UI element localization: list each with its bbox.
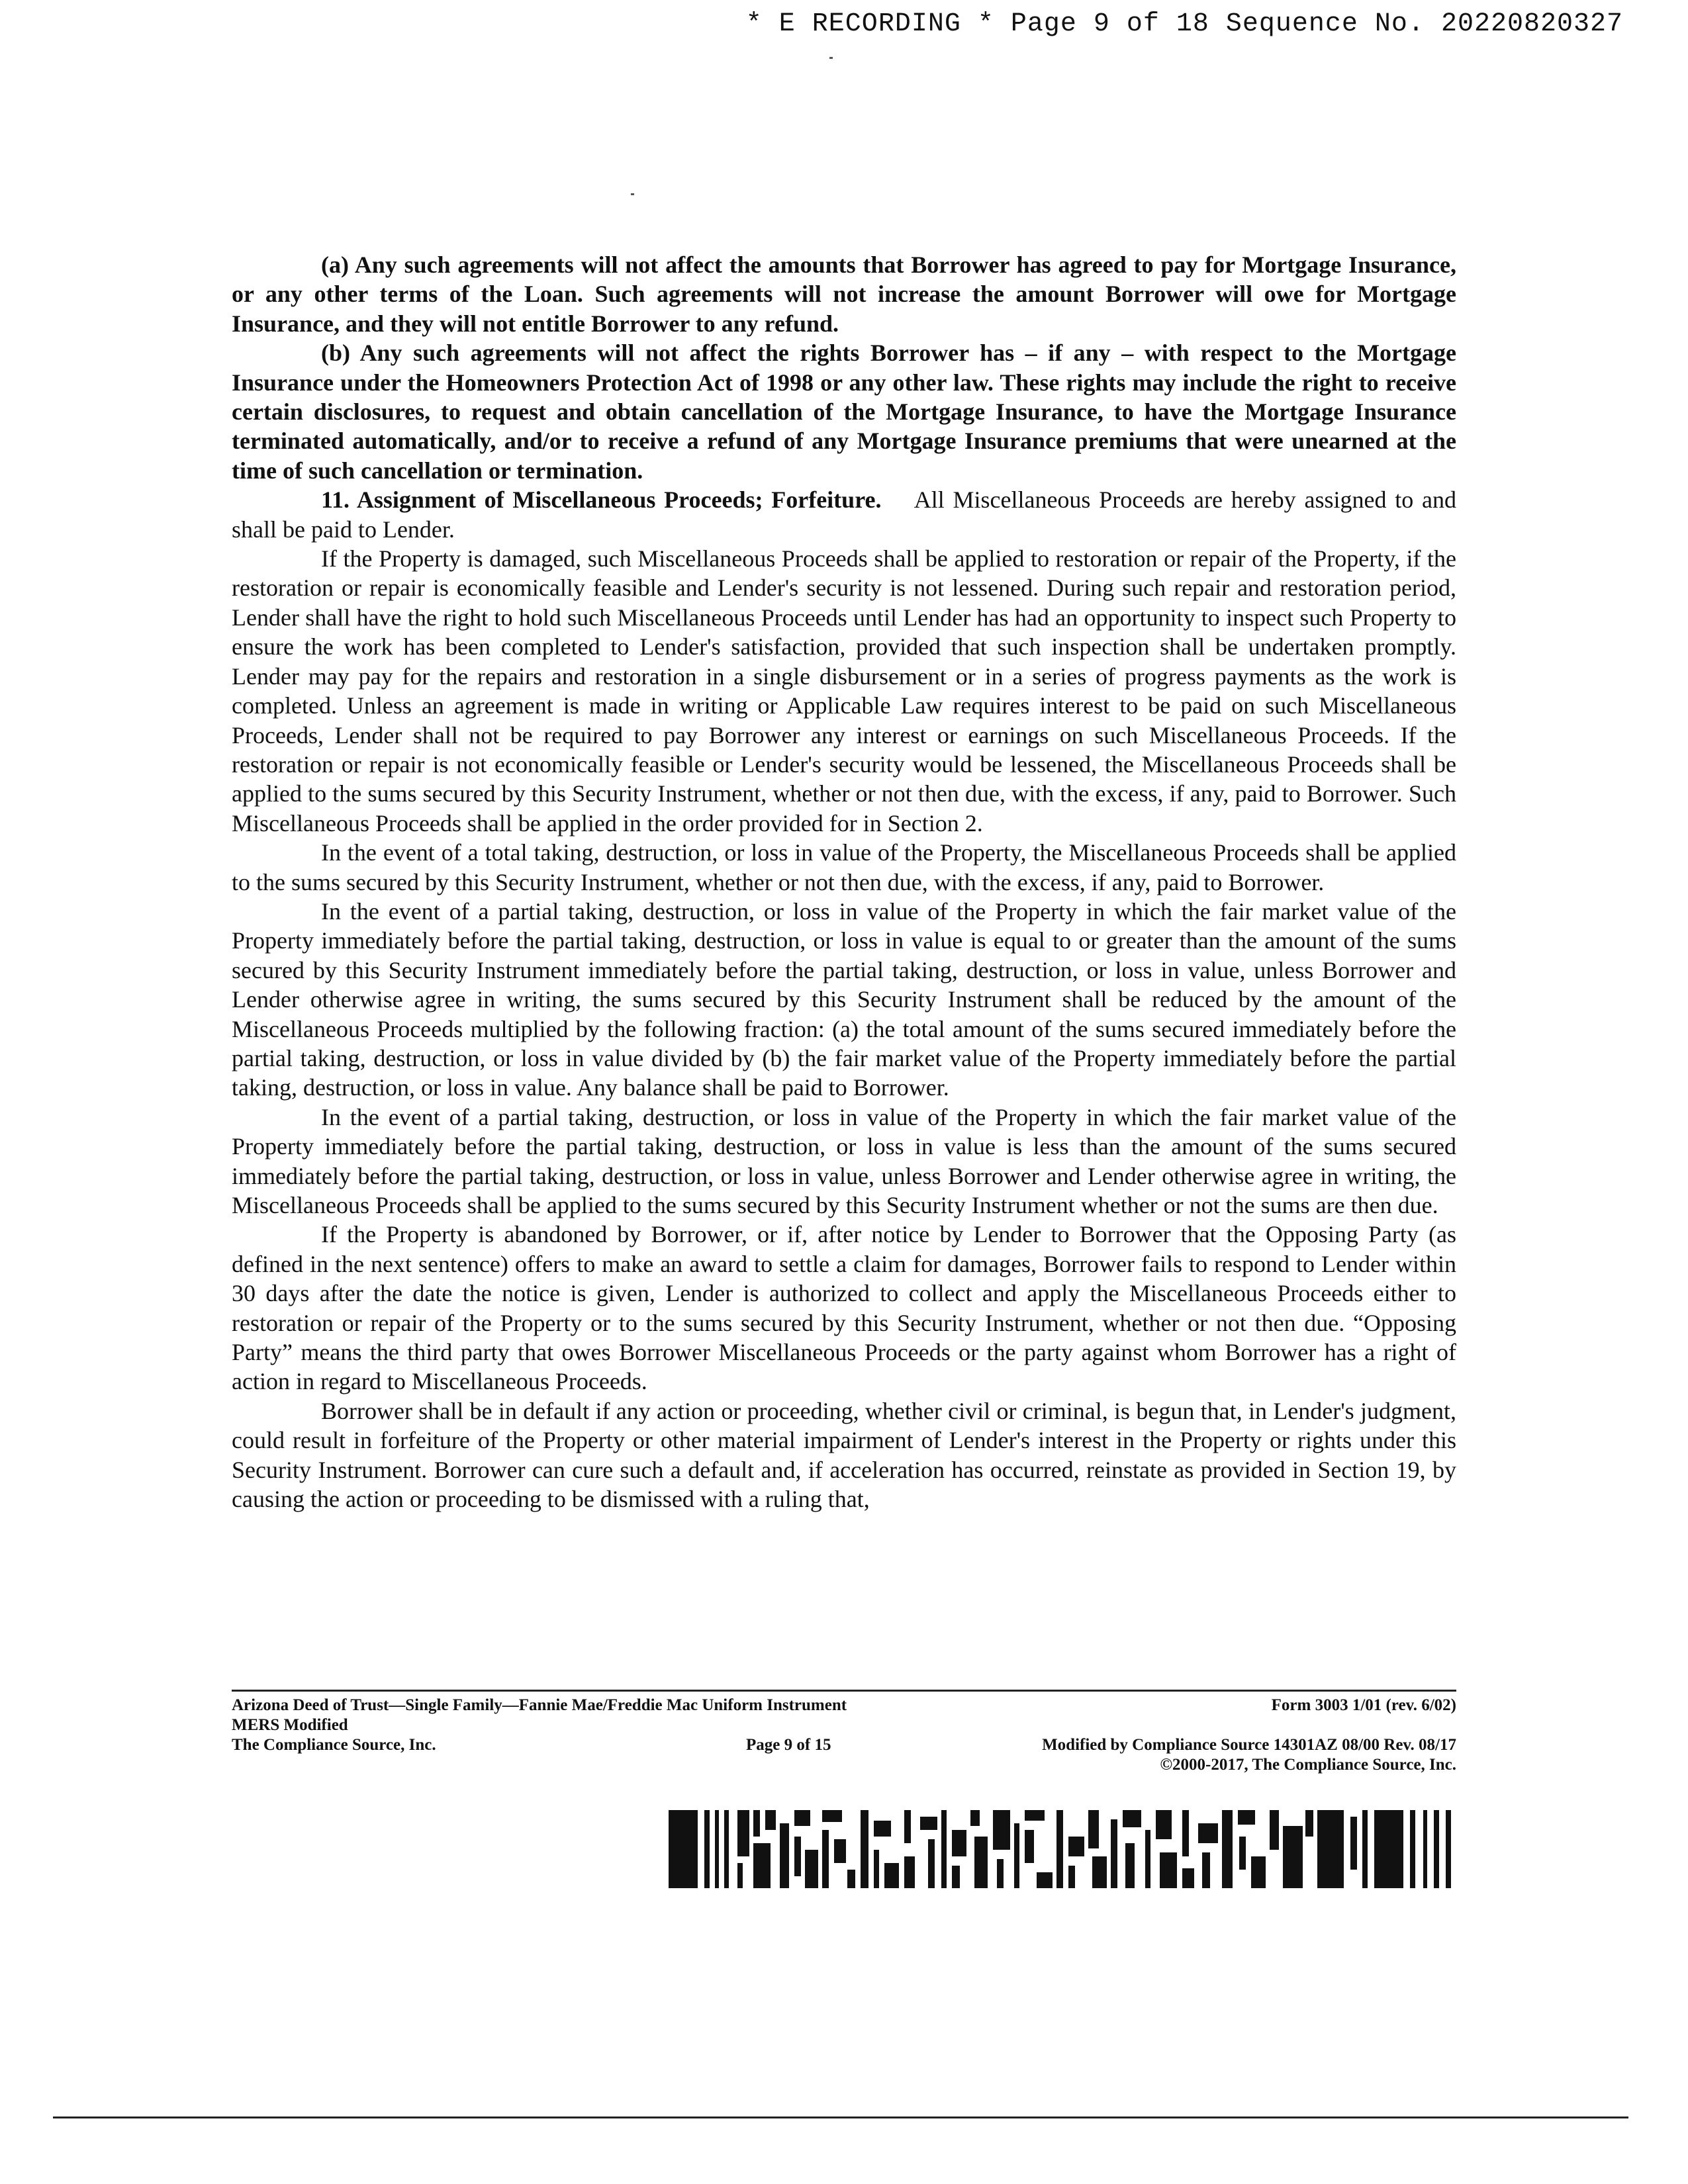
paragraph-partial-greater: In the event of a partial taking, destruction, or loss in value of the Property in which the fair market value of the Property immediately before the partial taking, destruction, or loss in value is equal to or greater than the amount of the sums secured by this Security Instrument immediately before the partial taking, destruction, or loss in value, unless Borrower and Lender otherwise agree in writing, the sums secured by this Security Instrument shall be reduced by the amount of the Miscellaneous Proceeds multiplied by the following fraction: (a) the total amount of the sums secured immediately before the partial taking, destruction, or loss in value divided by (b) the fair market value of the Property immediately before the partial taking, destruction, or loss in value. Any balance shall be paid to Borrower. xyxy=(232,897,1456,1101)
paragraph-b: (b) Any such agreements will not affect the rights Borrower has – if any – with respect to the Mortgage Insurance under the Homeowners Protection Act of 1998 or any other law. These rights may include the right to receive certain disclosures, to request and obtain cancellation of the Mortgage Insurance, to have the Mortgage Insurance terminated automatically, and/or to receive a refund of any Mortgage Insurance premiums that were unearned at the time of such cancellation or termination. xyxy=(232,340,1456,484)
footer-source: The Compliance Source, Inc. xyxy=(232,1736,436,1754)
scan-speck xyxy=(631,193,634,195)
page-bottom-rule xyxy=(53,2116,1628,2118)
footer-instrument: Arizona Deed of Trust—Single Family—Fannie Mae/Freddie Mac Uniform Instrument xyxy=(232,1696,847,1714)
section-11 xyxy=(232,485,1456,544)
section-11-heading: 11. Assignment of Miscellaneous Proceeds; Forfeiture. xyxy=(321,486,882,514)
footer-copyright: ©2000-2017, The Compliance Source, Inc. xyxy=(1160,1756,1456,1774)
paragraph-total-taking: In the event of a total taking, destruction, or loss in value of the Property, the Miscellaneous Proceeds shall be applied to the sums secured by this Security Instrument, whether or not then due, with the excess, if any, paid to Borrower. xyxy=(232,839,1456,895)
barcode xyxy=(669,1810,1456,1888)
paragraph-abandoned: If the Property is abandoned by Borrower, or if, after notice by Lender to Borrower that the Opposing Party (as defined in the next sentence) offers to make an award to settle a claim for damages, Borrower fails to respond to Lender within 30 days after the date the notice is given, Lender is authorized to collect and apply the Miscellaneous Proceeds either to restoration or repair of the Property or to the sums secured by this Security Instrument, whether or not then due. “Opposing Party” means the third party that owes Borrower Miscellaneous Proceeds or the party against whom Borrower has a right of action in regard to Miscellaneous Proceeds. xyxy=(232,1221,1456,1395)
footer-modified: Modified by Compliance Source 14301AZ 08/00 Rev. 08/17 xyxy=(1042,1736,1456,1754)
paragraph-a: (a) Any such agreements will not affect the amounts that Borrower has agreed to pay for Mortgage Insurance, or any other terms of the Loan. Such agreements will not increase the amount Borrower will owe for Mortgage Insurance, and they will not entitle Borrower to any refund. xyxy=(232,251,1456,337)
paragraph-default: Borrower shall be in default if any action or proceeding, whether civil or criminal, is begun that, in Lender's judgment, could result in forfeiture of the Property or other material impairment of Lender's interest in the Property or rights under this Security Instrument. Borrower can cure such a default and, if acceleration has occurred, reinstate as provided in Section 19, by causing the action or proceeding to be dismissed with a ruling that, xyxy=(232,1397,1456,1513)
document-footer xyxy=(232,1690,1456,1775)
footer-page-number: Page 9 of 15 xyxy=(746,1736,831,1754)
section-11-text: All Miscellaneous Proceeds are hereby assigned to and shall be paid to Lender. xyxy=(232,486,1457,543)
scan-speck xyxy=(829,57,833,59)
document-body xyxy=(232,250,1456,1514)
paragraph-partial-less: In the event of a partial taking, destruction, or loss in value of the Property in which the fair market value of the Property immediately before the partial taking, destruction, or loss in value is less than the amount of the sums secured immediately before the partial taking, destruction, or loss in value, unless Borrower and Lender otherwise agree in writing, the Miscellaneous Proceeds shall be applied to the sums secured by this Security Instrument whether or not the sums are then due. xyxy=(232,1103,1456,1218)
footer-form-number: Form 3003 1/01 (rev. 6/02) xyxy=(1271,1696,1456,1714)
recording-header: * E RECORDING * Page 9 of 18 Sequence No. 20220820327 xyxy=(745,9,1623,39)
footer-mers: MERS Modified xyxy=(232,1716,348,1734)
paragraph-damaged: If the Property is damaged, such Miscellaneous Proceeds shall be applied to restoration or repair of the Property, if the restoration or repair is economically feasible and Lender's security is not lessened. During such repair and restoration period, Lender shall have the right to hold such Miscellaneous Proceeds until Lender has had an opportunity to inspect such Property to ensure the work has been completed to Lender's satisfaction, provided that such inspection shall be undertaken promptly. Lender may pay for the repairs and restoration in a single disbursement or in a series of progress payments as the work is completed. Unless an agreement is made in writing or Applicable Law requires interest to be paid on such Miscellaneous Proceeds, Lender shall not be required to pay Borrower any interest or earnings on such Miscellaneous Proceeds. If the restoration or repair is not economically feasible or Lender's security would be lessened, the Miscellaneous Proceeds shall be applied to the sums secured by this Security Instrument, whether or not then due, with the excess, if any, paid to Borrower. Such Miscellaneous Proceeds shall be applied in the order provided for in Section 2. xyxy=(232,545,1456,837)
